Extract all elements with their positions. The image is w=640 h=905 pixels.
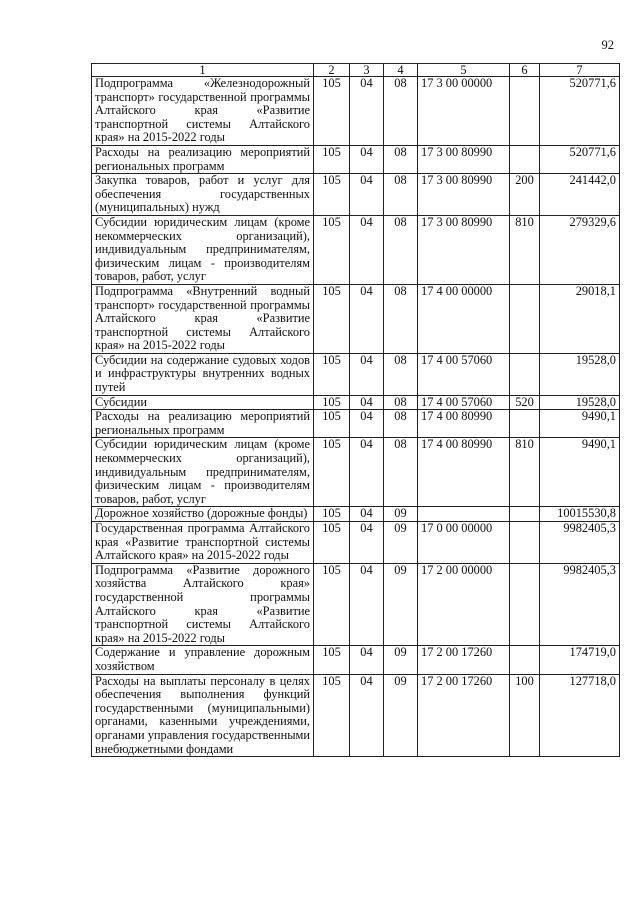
row-name: Субсидии <box>92 395 314 410</box>
row-code-ministry: 105 <box>314 410 350 438</box>
row-code-subsection: 08 <box>384 410 418 438</box>
row-target-article: 17 3 00 80990 <box>418 174 510 216</box>
row-name: Подпрограмма «Развитие дорожного хозяйства Алтайского края» государственной программы Алтайского края «Развитие транспортной системы Алтайского края» на 2015-2022 годы <box>92 563 314 646</box>
row-amount: 174719,0 <box>540 646 620 674</box>
row-code-ministry: 105 <box>314 284 350 353</box>
row-code-subsection: 08 <box>384 174 418 216</box>
row-name: Расходы на реализацию мероприятий региональных программ <box>92 410 314 438</box>
row-amount: 520771,6 <box>540 145 620 173</box>
row-expense-type: 810 <box>510 438 540 507</box>
row-target-article <box>418 507 510 522</box>
table-row <box>92 507 620 522</box>
row-name: Субсидии юридическим лицам (кроме некоммерческих организаций), индивидуальным предпринимателям, физическим лицам - производителям товаров, работ, услуг <box>92 438 314 507</box>
row-code-section: 04 <box>350 145 384 173</box>
table-row <box>92 410 620 438</box>
row-code-ministry: 105 <box>314 174 350 216</box>
row-code-section: 04 <box>350 174 384 216</box>
row-name: Дорожное хозяйство (дорожные фонды) <box>92 507 314 522</box>
row-amount: 10015530,8 <box>540 507 620 522</box>
row-code-subsection: 09 <box>384 674 418 757</box>
row-code-ministry: 105 <box>314 507 350 522</box>
row-code-section: 04 <box>350 507 384 522</box>
row-code-subsection: 08 <box>384 395 418 410</box>
row-code-section: 04 <box>350 77 384 146</box>
row-amount: 29018,1 <box>540 284 620 353</box>
header-col-5: 5 <box>418 64 510 77</box>
page-number: 92 <box>601 38 614 52</box>
header-col-6: 6 <box>510 64 540 77</box>
row-expense-type: 520 <box>510 395 540 410</box>
row-name: Подпрограмма «Внутренний водный транспорт» государственной программы Алтайского края «Развитие транспортной системы Алтайского края» на 2015-2022 годы <box>92 284 314 353</box>
row-expense-type: 100 <box>510 674 540 757</box>
row-code-subsection: 09 <box>384 507 418 522</box>
header-col-7: 7 <box>540 64 620 77</box>
row-name: Расходы на выплаты персоналу в целях обеспечения выполнения функций государственными (муниципальными) органами, казенными учреждениями, органами управления государственными внебюджетными фондами <box>92 674 314 757</box>
row-expense-type <box>510 522 540 564</box>
row-code-section: 04 <box>350 353 384 395</box>
header-col-1: 1 <box>92 64 314 77</box>
row-expense-type <box>510 77 540 146</box>
row-name: Закупка товаров, работ и услуг для обеспечения государственных (муниципальных) нужд <box>92 174 314 216</box>
row-amount: 9982405,3 <box>540 563 620 646</box>
row-code-subsection: 08 <box>384 438 418 507</box>
row-code-ministry: 105 <box>314 215 350 284</box>
row-code-ministry: 105 <box>314 395 350 410</box>
row-code-subsection: 08 <box>384 145 418 173</box>
row-expense-type <box>510 284 540 353</box>
table-row <box>92 563 620 646</box>
row-code-subsection: 09 <box>384 563 418 646</box>
row-code-subsection: 08 <box>384 353 418 395</box>
row-code-ministry: 105 <box>314 353 350 395</box>
row-code-section: 04 <box>350 395 384 410</box>
row-code-section: 04 <box>350 674 384 757</box>
row-code-ministry: 105 <box>314 145 350 173</box>
row-target-article: 17 2 00 00000 <box>418 563 510 646</box>
row-expense-type: 200 <box>510 174 540 216</box>
table-row <box>92 674 620 757</box>
row-expense-type <box>510 410 540 438</box>
row-code-subsection: 09 <box>384 646 418 674</box>
row-expense-type <box>510 145 540 173</box>
table-row <box>92 438 620 507</box>
table-row <box>92 215 620 284</box>
table-row <box>92 646 620 674</box>
row-code-section: 04 <box>350 215 384 284</box>
row-code-section: 04 <box>350 646 384 674</box>
row-amount: 19528,0 <box>540 353 620 395</box>
row-target-article: 17 0 00 00000 <box>418 522 510 564</box>
header-col-4: 4 <box>384 64 418 77</box>
table-row <box>92 395 620 410</box>
row-expense-type <box>510 563 540 646</box>
row-amount: 279329,6 <box>540 215 620 284</box>
row-code-ministry: 105 <box>314 77 350 146</box>
row-name: Расходы на реализацию мероприятий региональных программ <box>92 145 314 173</box>
table-row <box>92 77 620 146</box>
row-target-article: 17 3 00 80990 <box>418 145 510 173</box>
row-target-article: 17 4 00 57060 <box>418 395 510 410</box>
budget-table <box>91 63 620 757</box>
row-code-section: 04 <box>350 410 384 438</box>
row-expense-type <box>510 353 540 395</box>
row-code-ministry: 105 <box>314 522 350 564</box>
header-col-3: 3 <box>350 64 384 77</box>
row-target-article: 17 3 00 80990 <box>418 215 510 284</box>
row-code-subsection: 09 <box>384 522 418 564</box>
row-target-article: 17 4 00 00000 <box>418 284 510 353</box>
row-amount: 520771,6 <box>540 77 620 146</box>
row-name: Субсидии юридическим лицам (кроме некоммерческих организаций), индивидуальным предпринимателям, физическим лицам - производителям товаров, работ, услуг <box>92 215 314 284</box>
table-row <box>92 522 620 564</box>
table-row <box>92 284 620 353</box>
row-amount: 9490,1 <box>540 438 620 507</box>
row-name: Подпрограмма «Железнодорожный транспорт» государственной программы Алтайского края «Развитие транспортной системы Алтайского края» на 2015-2022 годы <box>92 77 314 146</box>
row-code-ministry: 105 <box>314 438 350 507</box>
row-code-subsection: 08 <box>384 215 418 284</box>
row-code-section: 04 <box>350 438 384 507</box>
table-row <box>92 353 620 395</box>
row-code-ministry: 105 <box>314 563 350 646</box>
row-target-article: 17 4 00 57060 <box>418 353 510 395</box>
row-target-article: 17 3 00 00000 <box>418 77 510 146</box>
row-target-article: 17 2 00 17260 <box>418 646 510 674</box>
row-code-section: 04 <box>350 284 384 353</box>
row-expense-type <box>510 646 540 674</box>
row-target-article: 17 2 00 17260 <box>418 674 510 757</box>
row-amount: 241442,0 <box>540 174 620 216</box>
table-row <box>92 174 620 216</box>
row-target-article: 17 4 00 80990 <box>418 438 510 507</box>
row-code-section: 04 <box>350 522 384 564</box>
row-name: Содержание и управление дорожным хозяйством <box>92 646 314 674</box>
row-expense-type <box>510 507 540 522</box>
row-amount: 9490,1 <box>540 410 620 438</box>
row-amount: 127718,0 <box>540 674 620 757</box>
table-row <box>92 145 620 173</box>
row-amount: 19528,0 <box>540 395 620 410</box>
row-code-ministry: 105 <box>314 674 350 757</box>
row-amount: 9982405,3 <box>540 522 620 564</box>
header-col-2: 2 <box>314 64 350 77</box>
row-code-ministry: 105 <box>314 646 350 674</box>
row-name: Субсидии на содержание судовых ходов и инфраструктуры внутренних водных путей <box>92 353 314 395</box>
row-target-article: 17 4 00 80990 <box>418 410 510 438</box>
table-header-row <box>92 64 620 77</box>
row-expense-type: 810 <box>510 215 540 284</box>
row-name: Государственная программа Алтайского края «Развитие транспортной системы Алтайского края» на 2015-2022 годы <box>92 522 314 564</box>
row-code-section: 04 <box>350 563 384 646</box>
row-code-subsection: 08 <box>384 284 418 353</box>
row-code-subsection: 08 <box>384 77 418 146</box>
